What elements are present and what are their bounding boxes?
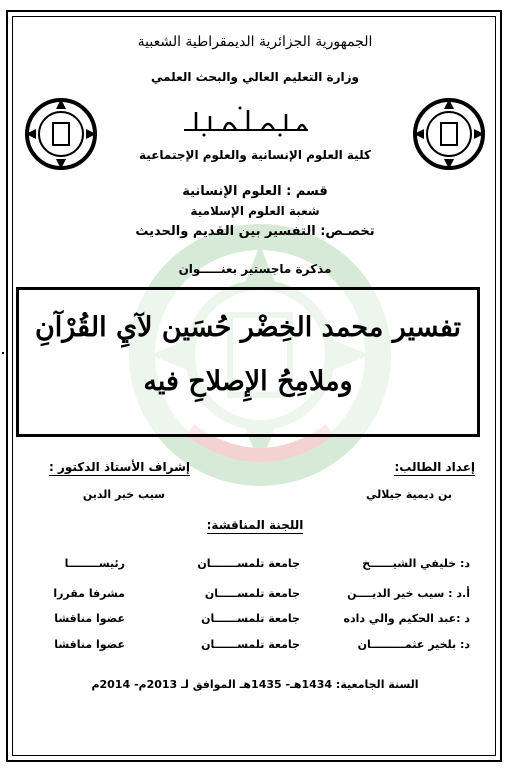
member-name: أ.د : سيب خير الديــــن — [347, 587, 470, 600]
specialty-label: تخصـص: التفسير بين القديم والحديث — [135, 224, 375, 239]
academic-year: السنة الجامعية: 1434هـ- 1435هـ الموافق لـ 2013م- 2014م — [91, 678, 419, 691]
member-name: د :عبد الحكيم والي داده — [343, 612, 470, 625]
supervisor-label: إشراف الأستاذ الدكتور : — [48, 460, 190, 474]
member-role: رئيســــــــا — [64, 557, 125, 570]
member-university: جامعة تلمســـــــان — [197, 557, 300, 570]
thesis-title-line-2: وملامِحُ الإِصلاحِ فيه — [143, 366, 353, 397]
margin-mark — [2, 352, 4, 354]
republic-heading: الجمهورية الجزائرية الديمقراطية الشعبية — [137, 34, 373, 50]
supervisor-name: سيب خير الدين — [82, 488, 165, 501]
member-university: جامعة تلمســـــان — [204, 587, 300, 600]
committee-row — [30, 557, 470, 577]
branch-label: شعبة العلوم الإسلامية — [190, 204, 320, 218]
faculty-heading: كلية العلوم الإنسانية والعلوم الإجتماعية — [139, 148, 371, 162]
committee-row — [30, 587, 470, 607]
department-label: قسم : العلوم الإنسانية — [182, 184, 328, 199]
committee-row — [30, 638, 470, 658]
thesis-title-line-1: تفسير محمد الخِضْر حُسَين لآيِ القُرْآنِ — [34, 312, 462, 343]
member-name: د: بلخير عثمـــــــــان — [357, 638, 470, 651]
memo-label: مذكرة ماجستير بعنـــــوان — [178, 262, 332, 276]
member-name: د: خليفي الشيــــــخ — [362, 557, 470, 570]
thesis-title-box — [16, 287, 480, 437]
member-role: عضوا مناقشا — [54, 638, 125, 651]
student-name: بن ديمية جيلالي — [365, 488, 452, 501]
prepared-by-label: إعداد الطالب: — [394, 460, 475, 474]
member-university: جامعة تلمســــــان — [201, 612, 300, 625]
university-calligraphy-logo — [176, 104, 316, 138]
member-role: مشرفا مقررا — [53, 587, 125, 600]
ministry-heading: وزارة التعليم العالي والبحث العلمي — [150, 70, 360, 84]
member-role: عضوا مناقشا — [54, 612, 125, 625]
member-university: جامعة تلمســــــان — [201, 638, 300, 651]
committee-label: اللجنة المناقشة: — [206, 518, 304, 532]
committee-row — [30, 612, 470, 632]
